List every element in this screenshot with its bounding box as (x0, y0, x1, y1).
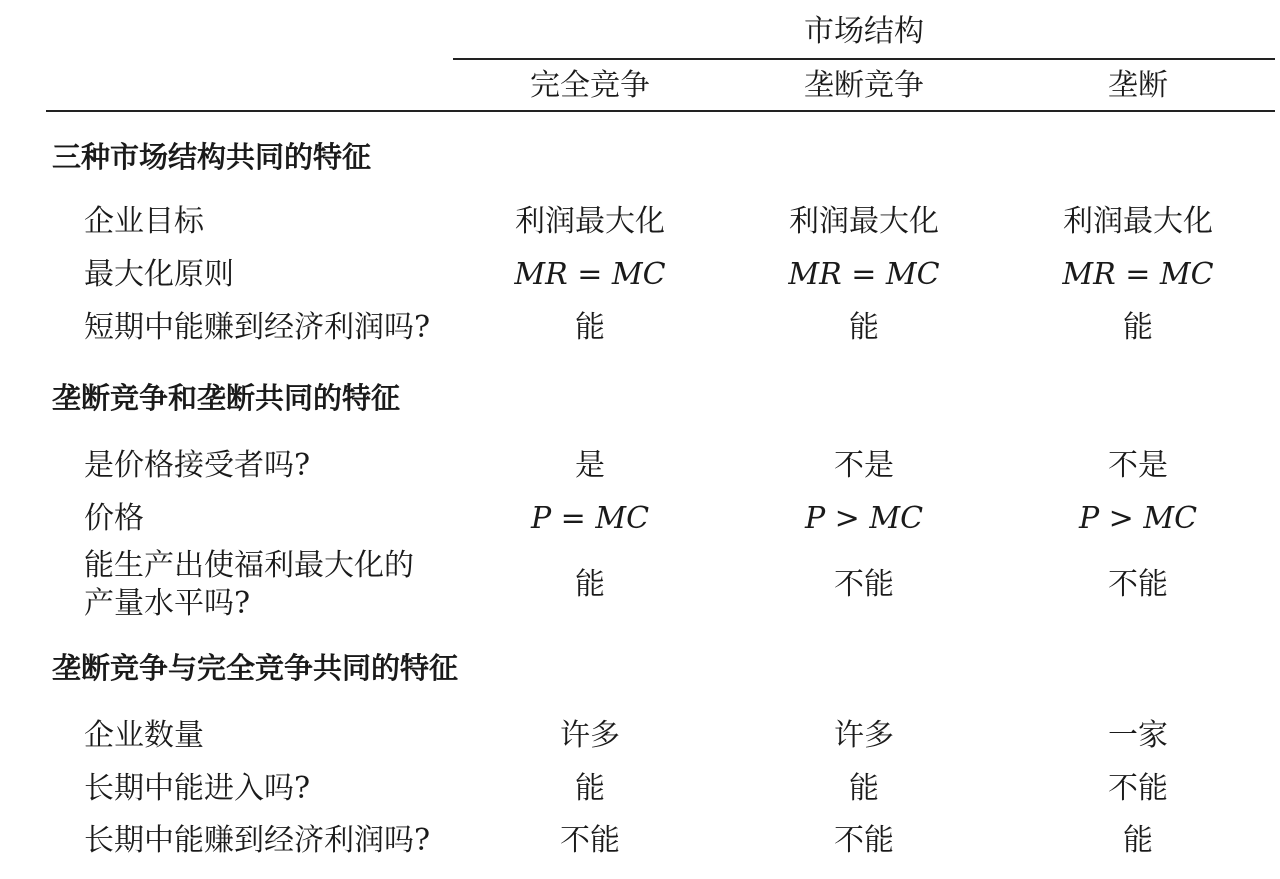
table-super-header: 市场结构 (804, 14, 924, 49)
column-header-monopoly: 垄断 (1108, 68, 1168, 103)
row-label: 企业数量 (84, 718, 204, 753)
table-cell: 能 (1123, 823, 1153, 858)
table-cell: 不能 (1108, 771, 1168, 806)
row-label: 长期中能赚到经济利润吗? (84, 823, 431, 858)
table-cell: 能 (575, 771, 605, 806)
table-cell: 不能 (1108, 567, 1168, 602)
table-cell: 不能 (560, 823, 620, 858)
row-label: 短期中能赚到经济利润吗? (84, 310, 431, 345)
table-cell: 是 (575, 448, 605, 483)
table-cell: P > MC (1078, 501, 1198, 536)
table-cell: 能 (575, 567, 605, 602)
column-header-perfect-competition: 完全竞争 (530, 68, 650, 103)
table-cell: 能 (849, 310, 879, 345)
row-label: 企业目标 (84, 204, 204, 239)
table-cell: P > MC (804, 501, 924, 536)
header-rule-bottom (46, 110, 1275, 112)
column-header-monopolistic-competition: 垄断竞争 (804, 68, 924, 103)
table-cell: 利润最大化 (515, 204, 665, 239)
section-title: 垄断竞争和垄断共同的特征 (52, 381, 401, 415)
row-label: 是价格接受者吗? (84, 448, 311, 483)
table-cell: 不能 (834, 823, 894, 858)
table-cell: 利润最大化 (789, 204, 939, 239)
table-cell: MR = MC (514, 257, 666, 292)
table-cell: 利润最大化 (1063, 204, 1213, 239)
section-title: 三种市场结构共同的特征 (52, 140, 372, 174)
table-cell: MR = MC (1062, 257, 1214, 292)
table-cell: 能 (849, 771, 879, 806)
header-rule-top (453, 58, 1275, 60)
table-cell: 不是 (834, 448, 894, 483)
row-label-line-1: 能生产出使福利最大化的 (84, 548, 414, 583)
table-cell: 能 (575, 310, 605, 345)
table-cell: 许多 (834, 718, 894, 753)
table-cell: 能 (1123, 310, 1153, 345)
table-cell: 许多 (560, 718, 620, 753)
table-cell: 不是 (1108, 448, 1168, 483)
table-cell: P = MC (530, 501, 650, 536)
row-label: 长期中能进入吗? (84, 771, 311, 806)
row-label-line-2: 产量水平吗? (84, 586, 251, 621)
row-label: 最大化原则 (84, 257, 234, 292)
table-cell: 一家 (1108, 718, 1168, 753)
table-cell: 不能 (834, 567, 894, 602)
section-title: 垄断竞争与完全竞争共同的特征 (52, 651, 459, 685)
table-cell: MR = MC (788, 257, 940, 292)
row-label: 价格 (84, 501, 144, 536)
